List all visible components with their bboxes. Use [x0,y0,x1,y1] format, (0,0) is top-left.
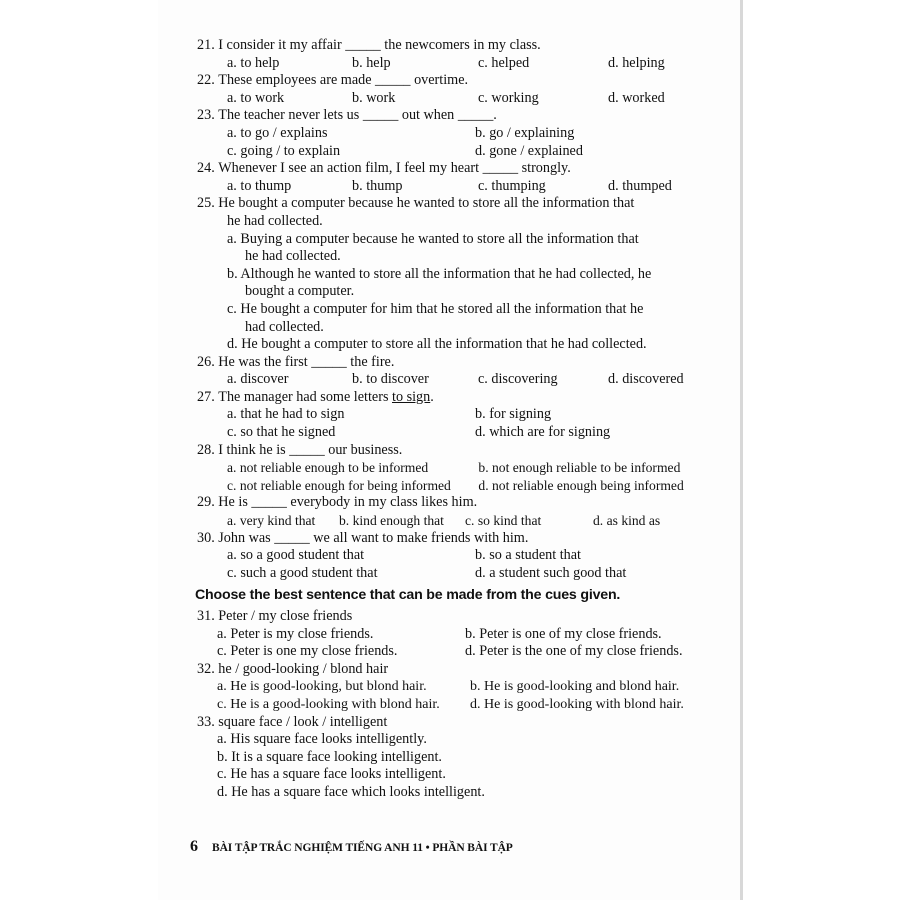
option-d: d. a student such good that [475,564,627,581]
cue-text: Peter / my close friends [218,608,353,624]
option-b: b. to discover [352,371,429,388]
question-number: 29. [197,494,215,511]
question-text: He is _____ everybody in my class likes him. [218,494,478,511]
underlined-phrase: to sign [392,388,431,405]
question-25 [197,195,742,353]
option-a: a. not reliable enough to be informed [227,460,429,476]
option-c: c. Peter is one my close friends. [217,643,398,660]
question-23 [197,107,742,160]
option-d: d. He has a square face which looks intelligent. [217,783,485,800]
option-a: a. He is good-looking, but blond hair. [217,679,427,695]
question-31 [197,608,742,661]
question-number: 30. [197,529,215,546]
option-c: c. He is a good-looking with blond hair. [217,696,440,712]
option-c: c. such a good student that [227,564,378,581]
question-text: Whenever I see an action film, I feel my heart _____ strongly. [218,160,571,177]
option-c: c. thumping [478,177,546,194]
option-text: a. Buying a computer because he wanted to store all the information that [227,230,639,247]
option-b: b. not enough reliable to be informed [478,460,681,476]
book-title: BÀI TẬP TRẮC NGHIỆM TIẾNG ANH 11 • PHẦN BÀI TẬP [212,842,513,854]
question-text: He bought a computer because he wanted to store all the information that [218,195,635,212]
exercise-content [197,37,742,802]
option-c: c. going / to explain [227,142,341,159]
option-text-continued: bought a computer. [245,283,355,300]
option-d: d. not reliable enough being informed [478,477,684,493]
question-24 [197,160,742,195]
option-d: d. Peter is the one of my close friends. [465,643,683,660]
option-b: b. for signing [475,406,552,423]
question-text: These employees are made _____ overtime. [218,72,469,89]
option-d: d. thumped [608,177,672,194]
option-b: b. so a student that [475,547,581,564]
question-30 [197,530,742,583]
option-a: a. to help [227,54,280,71]
question-number: 28. [197,441,215,458]
question-text: The manager had some letters [218,388,389,405]
option-d [197,336,736,354]
question-22 [197,72,742,107]
option-a: a. that he had to sign [227,406,345,423]
question-number: 21. [197,37,215,53]
option-b: b. help [352,54,391,71]
option-b: b. kind enough that [339,513,444,529]
option-d: d. worked [608,89,665,106]
option-b: b. work [352,89,396,106]
question-text-continued: he had collected. [227,212,323,229]
cue-text: square face / look / intelligent [218,713,388,730]
question-number: 27. [197,388,215,405]
option-c: c. discovering [478,371,558,388]
question-number: 31. [197,608,215,624]
option-c: c. helped [478,54,530,71]
option-c: c. so kind that [465,513,542,529]
section-heading: Choose the best sentence that can be made from the cues given. [195,587,621,604]
page-footer [190,838,513,856]
option-a: a. to go / explains [227,124,328,141]
question-number: 33. [197,713,215,730]
question-number: 22. [197,72,215,89]
question-number: 24. [197,160,215,177]
option-a: a. very kind that [227,513,316,529]
option-a: a. Peter is my close friends. [217,625,374,642]
option-c: c. not reliable enough for being informed [227,477,451,493]
option-d: d. helping [608,54,665,71]
option-a: a. so a good student that [227,547,365,564]
question-33 [197,714,742,802]
option-a: a. to work [227,89,285,106]
question-32 [197,661,742,714]
option-text: c. He bought a computer for him that he stored all the information that he [227,300,644,317]
question-29 [197,494,742,529]
cue-text: he / good-looking / blond hair [218,660,389,677]
page-number: 6 [190,838,198,855]
question-text: I think he is _____ our business. [218,441,403,458]
option-a: a. discover [227,371,289,388]
option-b [197,266,736,301]
option-c: c. He has a square face looks intelligent. [217,766,446,783]
option-b: b. It is a square face looking intelligent. [217,748,442,765]
option-b: b. thump [352,177,403,194]
question-26 [197,354,742,389]
option-d: d. He is good-looking with blond hair. [470,696,684,712]
option-a [197,231,736,266]
question-number: 32. [197,660,215,677]
option-b: b. Peter is one of my close friends. [465,625,662,642]
option-text-continued: he had collected. [245,248,341,265]
question-28 [197,442,742,495]
option-text: d. He bought a computer to store all the information that he had collected. [227,336,647,353]
option-d: d. as kind as [593,513,661,529]
question-21 [197,37,742,72]
option-c [197,301,736,336]
option-text: b. Although he wanted to store all the information that he had collected, he [227,265,652,282]
question-number: 26. [197,353,215,370]
option-c: c. working [478,89,539,106]
question-text: John was _____ we all want to make friends with him. [218,529,529,546]
question-number: 23. [197,107,215,124]
option-text-continued: had collected. [245,318,324,335]
question-text: He was the first _____ the fire. [218,353,395,370]
question-27 [197,389,742,442]
option-a: a. to thump [227,177,292,194]
question-text: I consider it my affair _____ the newcomers in my class. [218,37,541,53]
option-d: d. gone / explained [475,142,583,159]
question-text-end: . [430,388,434,405]
option-b: b. He is good-looking and blond hair. [470,679,680,695]
option-d: d. which are for signing [475,424,611,441]
option-a: a. His square face looks intelligently. [217,731,427,748]
option-d: d. discovered [608,371,684,388]
question-number: 25. [197,195,215,212]
question-text: The teacher never lets us _____ out when _____. [218,107,497,124]
option-c: c. so that he signed [227,424,336,441]
option-b: b. go / explaining [475,124,575,141]
